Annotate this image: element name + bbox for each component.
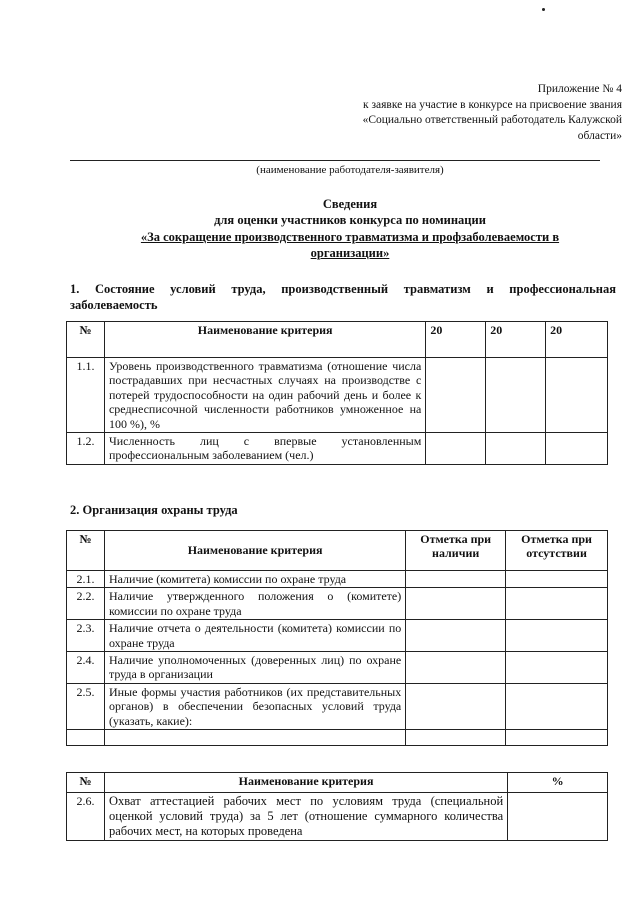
mark-cell[interactable]	[506, 571, 608, 588]
mark-cell[interactable]	[506, 683, 608, 729]
header-percent: %	[508, 773, 608, 793]
row-criterion: Охват аттестацией рабочих мест по условиям труда (специальной оценкой условий труда) за 5 лет (отношение суммарного количества рабочих мест, на которых проведена	[104, 793, 507, 841]
header-num: №	[67, 322, 105, 358]
row-num	[67, 729, 105, 745]
row-criterion: Наличие утвержденного положения о (комитете) комиссии по охране труда	[104, 588, 405, 620]
header-year-3	[546, 322, 608, 358]
header-year-1	[426, 322, 486, 358]
appendix-line-4: области»	[577, 129, 622, 142]
appendix-header	[342, 82, 622, 144]
year-1-label: 20	[430, 323, 443, 337]
row-num: 1.1.	[67, 358, 105, 433]
row-num: 2.5.	[67, 683, 105, 729]
row-criterion: Наличие отчета о деятельности (комитета) комиссии по охране труда	[104, 620, 405, 652]
value-cell[interactable]	[546, 358, 608, 433]
row-criterion: Иные формы участия работников (их представительных органов) в обеспечении безопасных условий труда (указать, какие):	[104, 683, 405, 729]
section-3-table	[66, 772, 608, 841]
header-num: №	[67, 773, 105, 793]
appendix-line-1: Приложение № 4	[537, 83, 622, 95]
mark-cell[interactable]	[506, 729, 608, 745]
section-1-table	[66, 321, 608, 465]
document-title	[70, 196, 630, 261]
table-row	[67, 729, 608, 745]
mark-cell[interactable]	[406, 620, 506, 652]
employer-caption: (наименование работодателя-заявителя)	[256, 164, 444, 176]
row-criterion: Наличие уполномоченных (доверенных лиц) по охране труда в организации	[104, 651, 405, 683]
percent-cell[interactable]	[508, 793, 608, 841]
value-cell[interactable]	[486, 358, 546, 433]
header-criterion: Наименование критерия	[104, 322, 425, 358]
mark-cell[interactable]	[506, 651, 608, 683]
value-cell[interactable]	[486, 432, 546, 464]
section-1-heading: 1. Состояние условий труда, производственный травматизм и профессиональная заболеваемость	[70, 282, 616, 313]
scan-speck	[542, 8, 545, 11]
table-row	[67, 620, 608, 652]
table-row	[67, 651, 608, 683]
row-criterion-blank[interactable]	[104, 729, 405, 745]
appendix-line-3: «Социально ответственный работодатель Калужской	[362, 114, 622, 127]
mark-cell[interactable]	[406, 571, 506, 588]
table-row	[67, 358, 608, 433]
year-2-label: 20	[490, 323, 503, 337]
header-criterion: Наименование критерия	[104, 773, 507, 793]
title-line-4: организации»	[310, 245, 390, 260]
table-row	[67, 793, 608, 841]
row-num: 2.4.	[67, 651, 105, 683]
mark-cell[interactable]	[506, 588, 608, 620]
row-num: 2.6.	[67, 793, 105, 841]
employer-name-line[interactable]	[70, 160, 600, 161]
table-row	[67, 683, 608, 729]
title-line-1: Сведения	[322, 197, 378, 211]
mark-cell[interactable]	[506, 620, 608, 652]
row-num: 2.3.	[67, 620, 105, 652]
row-criterion: Численность лиц с впервые установленным профессиональным заболеванием (чел.)	[104, 432, 425, 464]
header-criterion: Наименование критерия	[104, 531, 405, 571]
row-num: 2.2.	[67, 588, 105, 620]
header-year-2	[486, 322, 546, 358]
section-2-heading: 2. Организация охраны труда	[70, 503, 238, 517]
mark-cell[interactable]	[406, 651, 506, 683]
header-present: Отметка при наличии	[406, 531, 506, 571]
table-row	[67, 571, 608, 588]
row-num: 2.1.	[67, 571, 105, 588]
header-absent: Отметка при отсутствии	[506, 531, 608, 571]
row-criterion: Уровень производственного травматизма (отношение числа пострадавших при несчастных случаях на производстве с потерей трудоспособности на один рабочий день и более к среднесписочной численности работников умноженное на 100 %), %	[104, 358, 425, 433]
row-num: 1.2.	[67, 432, 105, 464]
value-cell[interactable]	[426, 358, 486, 433]
row-criterion: Наличие (комитета) комиссии по охране труда	[104, 571, 405, 588]
title-line-3: «За сокращение производственного травматизма и профзаболеваемости в	[140, 229, 560, 244]
mark-cell[interactable]	[406, 683, 506, 729]
mark-cell[interactable]	[406, 729, 506, 745]
appendix-line-2: к заявке на участие в конкурсе на присвоение звания	[363, 98, 622, 111]
table-row	[67, 432, 608, 464]
value-cell[interactable]	[426, 432, 486, 464]
year-3-label: 20	[550, 323, 563, 337]
mark-cell[interactable]	[406, 588, 506, 620]
value-cell[interactable]	[546, 432, 608, 464]
table-row	[67, 588, 608, 620]
section-2-table	[66, 530, 608, 746]
header-num: №	[67, 531, 105, 571]
title-line-2: для оценки участников конкурса по номинации	[214, 213, 486, 228]
